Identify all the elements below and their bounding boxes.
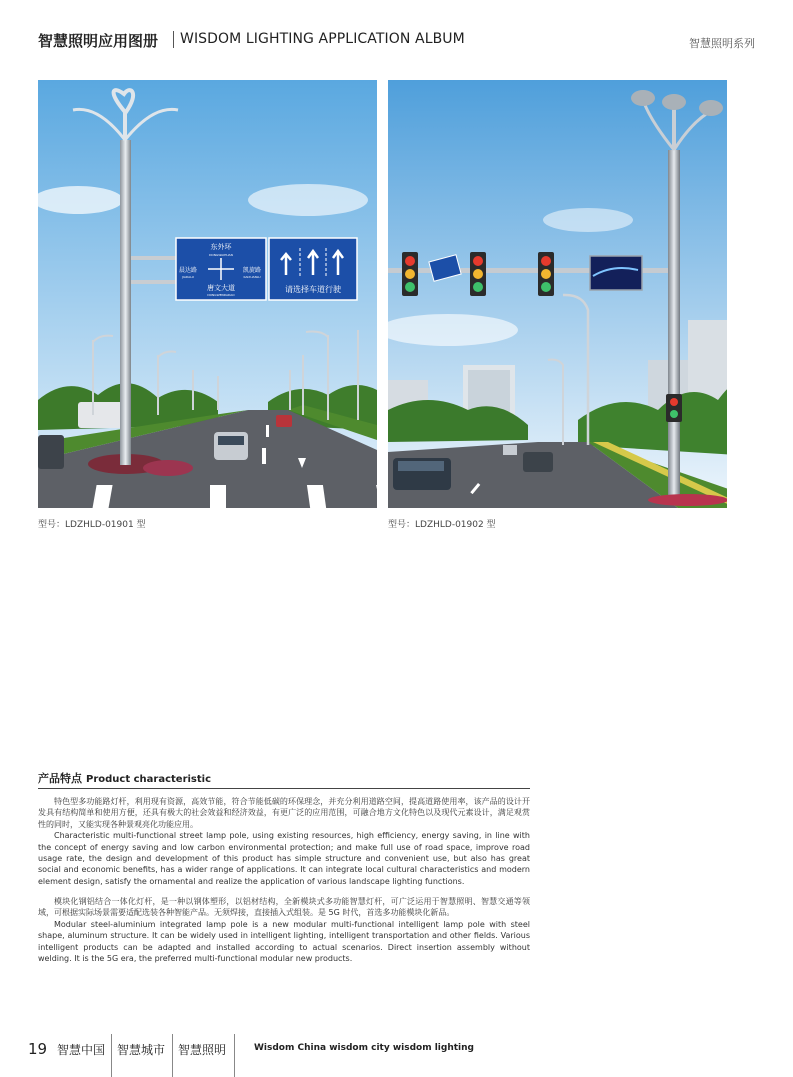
traffic-light-left <box>402 252 418 296</box>
traffic-light-middle <box>470 252 486 296</box>
sign-bottom-road: 唐文大道 <box>207 284 235 292</box>
paragraph-cn-1: 特色型多功能路灯杆，利用现有资源，高效节能，符合节能低碳的环保理念，并充分利用道路空间，提高道路使用率，该产品的设计开发具有结构简单和使用方便，还具有极大的社会效益和经济效益，有更广泛的应用范围，可融合地方文化特色以及现代元素设计，满足观赏性的同时，又能实现各种景观亮化功能应用。 <box>38 797 530 829</box>
section-title-en: Product characteristic <box>86 774 212 785</box>
sign-right-pinyin: KAIXUANLU <box>243 275 261 279</box>
series-label: 智慧照明系列 <box>689 37 755 50</box>
lane-sign <box>269 238 357 300</box>
section-title <box>38 770 211 786</box>
paragraph-en-1: Characteristic multi-functional street lamp pole, using existing resources, high efficiency, energy saving, in line with the concept of energy saving and low carbon environmental protection; and make full use of road space, improve road usage rate, the design and development of this product has simple structure and convenient use, but also has great social and economic benefits, has a wider range of applications. It can integrate local cultural characteristics and modern element design, satisfy the ornamental and realize the application of various landscape lighting functions. <box>38 831 530 886</box>
page-number: 19 <box>28 1040 48 1058</box>
caption-01901: 型号：LDZHLD-01901 型 <box>38 520 146 530</box>
paragraph-cn-2: 模块化钢铝结合一体化灯杆，是一种以钢体塑形，以铝材结构，全新模块式多功能智慧灯杆，可广泛运用于智慧照明、智慧交通等领域，可根据实际场景需要适配选装各种智能产品。无须焊接，直接插入式组装。是 5G 时代，首选多功能模块化新品。 <box>38 897 530 918</box>
product-description-block-2 <box>38 896 530 964</box>
footer-divider-2 <box>172 1034 173 1077</box>
footer-cn-3: 智慧照明 <box>178 1043 227 1057</box>
footer-divider-1 <box>111 1034 112 1077</box>
footer-cn-2: 智慧城市 <box>117 1043 166 1057</box>
sign-top-pinyin: DONGWAIHUAN <box>209 253 233 257</box>
sign-top-road: 东外环 <box>210 243 232 251</box>
product-photo-01901 <box>38 80 377 508</box>
sign-left-pinyin: JIADALU <box>182 275 194 279</box>
album-title-en: WISDOM LIGHTING APPLICATION ALBUM <box>180 31 465 47</box>
footer-divider-3 <box>234 1034 235 1077</box>
footer-cn-1: 智慧中国 <box>57 1043 106 1057</box>
direction-sign <box>176 238 266 300</box>
lane-sign-text: 请选择车道行驶 <box>285 285 341 294</box>
section-rule <box>38 788 530 789</box>
product-photo-01902 <box>388 80 727 508</box>
album-title-cn: 智慧照明应用图册 <box>38 32 159 50</box>
sign-right-road: 凯旋路 <box>242 267 262 274</box>
traffic-light-right <box>538 252 554 296</box>
product-description-block-1 <box>38 796 530 887</box>
footer-en: Wisdom China wisdom city wisdom lighting <box>254 1043 474 1053</box>
header-divider <box>173 31 174 48</box>
paragraph-en-2: Modular steel-aluminium integrated lamp pole is a new modular multi-functional intelligent lamp pole with steel shape, aluminum structure. It can be widely used in intelligent lighting, intelligent transportation and other fields. Various intelligent products can be adapted and installed according to actual scenarios. Direct insertion assembly without welding. It is the 5G era, the preferred multi-functional modular new products. <box>38 919 530 964</box>
sign-bottom-pinyin: DONGWENDADAO <box>207 293 235 297</box>
caption-01902: 型号：LDZHLD-01902 型 <box>388 520 496 530</box>
section-title-cn: 产品特点 <box>38 772 82 785</box>
sign-left-road: 晨达路 <box>178 267 198 274</box>
